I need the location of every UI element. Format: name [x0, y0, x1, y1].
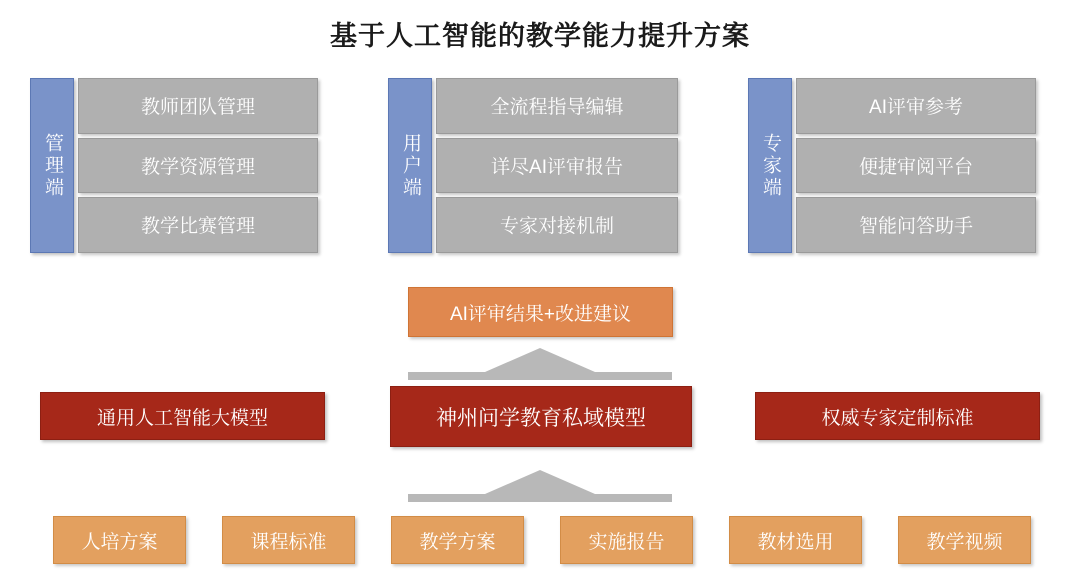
group-user-item-0[interactable]: 全流程指导编辑: [436, 78, 678, 134]
page-title: 基于人工智能的教学能力提升方案: [330, 21, 750, 51]
model-standard-box[interactable]: 权威专家定制标准: [755, 392, 1040, 440]
group-expert-item-0[interactable]: AI评审参考: [796, 78, 1036, 134]
arrow-shaft: [408, 372, 672, 380]
up-arrow-icon-bottom: [408, 470, 672, 502]
group-expert: [748, 78, 1036, 253]
group-user-item-1[interactable]: 详尽AI评审报告: [436, 138, 678, 194]
group-user-items: [436, 78, 678, 253]
doc-box-1[interactable]: 课程标准: [222, 516, 355, 564]
doc-box-0[interactable]: 人培方案: [53, 516, 186, 564]
arrow-head: [485, 470, 595, 494]
group-expert-items: [796, 78, 1036, 253]
group-expert-item-2[interactable]: 智能问答助手: [796, 197, 1036, 253]
up-arrow-icon-top: [408, 348, 672, 380]
group-user-item-2[interactable]: 专家对接机制: [436, 197, 678, 253]
group-label-admin: [30, 78, 74, 253]
doc-box-2[interactable]: 教学方案: [391, 516, 524, 564]
group-admin-item-2[interactable]: 教学比赛管理: [78, 197, 318, 253]
arrow-shaft: [408, 494, 672, 502]
group-label-expert: [748, 78, 792, 253]
ai-result-box[interactable]: AI评审结果+改进建议: [408, 287, 673, 337]
group-admin-items: [78, 78, 318, 253]
group-expert-item-1[interactable]: 便捷审阅平台: [796, 138, 1036, 194]
doc-box-5[interactable]: 教学视频: [898, 516, 1031, 564]
group-user: [388, 78, 678, 253]
group-label-admin-text: 管理端: [41, 132, 63, 199]
doc-box-3[interactable]: 实施报告: [560, 516, 693, 564]
arrow-head: [485, 348, 595, 372]
model-private-box[interactable]: 神州问学教育私域模型: [390, 386, 692, 447]
group-admin-item-0[interactable]: 教师团队管理: [78, 78, 318, 134]
group-label-expert-text: 专家端: [759, 132, 781, 199]
group-label-user: [388, 78, 432, 253]
group-admin: [30, 78, 318, 253]
doc-box-4[interactable]: 教材选用: [729, 516, 862, 564]
group-label-user-text: 用户端: [399, 132, 421, 199]
group-admin-item-1[interactable]: 教学资源管理: [78, 138, 318, 194]
model-general-box[interactable]: 通用人工智能大模型: [40, 392, 325, 440]
